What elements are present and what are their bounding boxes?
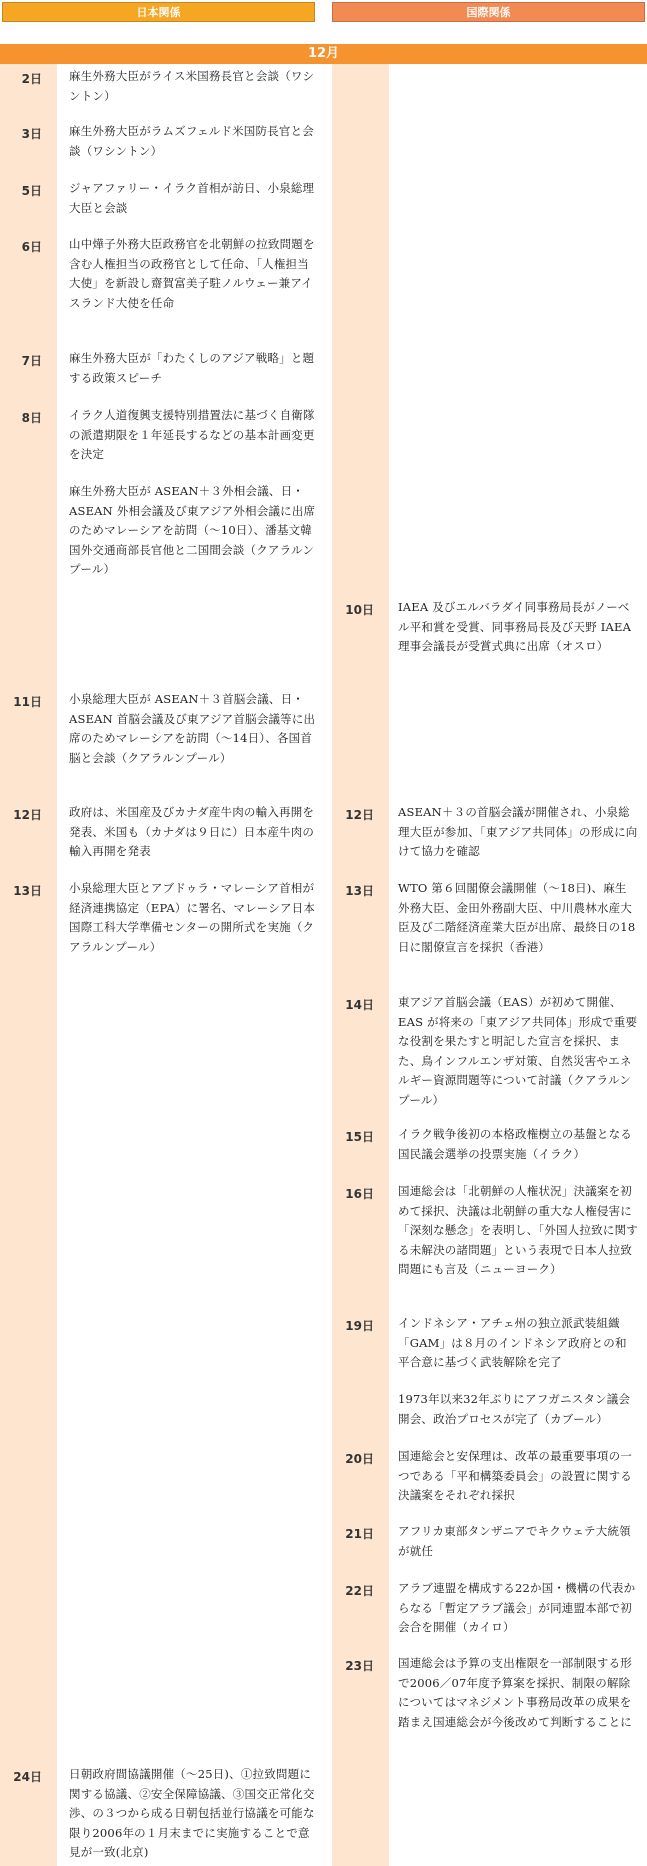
japan-entry-date: 7日 (21, 354, 42, 368)
month-header: 12月 (0, 44, 647, 64)
japan-entry-text: 日朝政府間協議開催（～25日)、①拉致問題に関する協議、②安全保障協議、③国交正常化交渉、の３つから成る日朝包括並行協議を可能な限り2006年の１月末までに実施することで意見が一致(北京) (69, 1767, 315, 1859)
international-entry-date: 23日 (345, 1659, 374, 1673)
japan-entry-text: 政府は、米国産及びカナダ産牛肉の輸入再開を発表、米国も（カナダは９日に）日本産牛肉の輸入再開を発表 (69, 805, 315, 858)
international-entry-text: 1973年以来32年ぶりにアフガニスタン議会開会、政治プロセスが完了（カブール） (398, 1392, 631, 1426)
international-entry-text: 国連総会と安保理は、改革の最重要事項の一つである「平和構築委員会」の設置に関する決議案をそれぞれ採択 (398, 1449, 632, 1502)
tab-international[interactable]: 国際関係 (332, 2, 645, 22)
japan-entry-text: イラク人道復興支援特別措置法に基づく自衛隊の派遣期限を１年延長するなどの基本計画変更を決定 (69, 408, 315, 461)
japan-entry-date: 5日 (21, 184, 42, 198)
international-entry-date: 22日 (345, 1584, 374, 1598)
japan-entry-text: 小泉総理大臣が ASEAN＋３首脳会議、日・ASEAN 首脳会議及び東アジア首脳会議等に出席のためマレーシアを訪問（～14日）、各国首脳と会談（クアラルンプール） (69, 692, 316, 765)
japan-entry-date: 2日 (21, 72, 42, 86)
international-entry-date: 16日 (345, 1187, 374, 1201)
tab-japan[interactable]: 日本関係 (2, 2, 315, 22)
international-entry-text: WTO 第６回閣僚会議開催（～18日)、麻生外務大臣、金田外務副大臣、中川農林水産大臣及び二階経済産業大臣が出席、最終日の18日に閣僚宣言を採択（香港） (398, 881, 636, 954)
japan-entry-text: 山中燁子外務大臣政務官を北朝鮮の拉致問題を含む人権担当の政務官として任命、「人権担当大使」を新設し齋賀富美子駐ノルウェー兼アイスランド大使を任命 (69, 237, 315, 310)
japan-entry-date: 24日 (13, 1770, 42, 1784)
international-entry-date: 15日 (345, 1130, 374, 1144)
japan-entry-text: ジャアファリー・イラク首相が訪日、小泉総理大臣と会談 (69, 181, 315, 215)
international-entry-text: 東アジア首脳会議（EAS）が初めて開催、EAS が将来の「東アジア共同体」形成で重要な役割を果たすと明記した宣言を採択、また、鳥インフルエンザ対策、自然災害やエネルギー資源問題等について討議（クアラルンプール） (398, 995, 638, 1107)
international-entry-date: 21日 (345, 1527, 374, 1541)
international-entry-text: イラク戦争後初の本格政権樹立の基盤となる国民議会選挙の投票実施（イラク） (398, 1127, 632, 1161)
international-entry-date: 12日 (345, 808, 374, 822)
international-entry-date: 20日 (345, 1452, 374, 1466)
international-entry-text: アラブ連盟を構成する22か国・機構の代表からなる「暫定アラブ議会」が同連盟本部で初会合を開催（カイロ） (398, 1581, 636, 1634)
international-entry-text: IAEA 及びエルバラダイ同事務局長がノーベル平和賞を受賞、同事務局長及び天野 IAEA 理事会議長が受賞式典に出席（オスロ） (398, 600, 632, 653)
international-entry-text: アフリカ東部タンザニアでキクウェテ大統領が就任 (398, 1524, 631, 1558)
japan-entry-text: 麻生外務大臣が ASEAN＋３外相会議、日・ASEAN 外相会議及び東アジア外相会議に出席のためマレーシアを訪問（～10日）、潘基文韓国外交通商部長官他と二国間会談（クアラルンプール） (69, 484, 316, 576)
international-entry-text: ASEAN＋３の首脳会議が開催され、小泉総理大臣が参加、「東アジア共同体」の形成に向けて協力を確認 (398, 805, 638, 858)
japan-entry-date: 6日 (21, 240, 42, 254)
japan-date-column (0, 64, 57, 1866)
international-entry-date: 13日 (345, 884, 374, 898)
japan-entry-text: 麻生外務大臣がライス米国務長官と会談（ワシントン） (69, 69, 315, 103)
international-entry-date: 10日 (345, 603, 374, 617)
international-entry-text: 国連総会は「北朝鮮の人権状況」決議案を初めて採択、決議は北朝鮮の重大な人権侵害に「深刻な懸念」を表明し、「外国人拉致に関する未解決の諸問題」という表現で日本人拉致問題にも言及（ニューヨーク） (398, 1184, 638, 1276)
japan-entry-date: 13日 (13, 884, 42, 898)
international-entry-text: インドネシア・アチェ州の独立派武装組織「GAM」は８月のインドネシア政府との和平合意に基づく武装解除を完了 (398, 1316, 627, 1369)
japan-entry-text: 麻生外務大臣が「わたくしのアジア戦略」と題する政策スピーチ (69, 351, 315, 385)
japan-entry-date: 12日 (13, 808, 42, 822)
japan-entry-date: 8日 (21, 411, 42, 425)
international-entry-date: 19日 (345, 1319, 374, 1333)
international-entry-date: 14日 (345, 998, 374, 1012)
international-entry-text: 国連総会は予算の支出権限を一部制限する形で2006／07年度予算案を採択、制限の解除についてはマネジメント事務局改革の成果を踏まえ国連総会が今後改めて判断することに (398, 1656, 632, 1729)
japan-entry-text: 小泉総理大臣とアブドゥラ・マレーシア首相が経済連携協定（EPA）に署名、マレーシア日本国際工科大学準備センターの開所式を実施（クアラルンプール） (69, 881, 316, 954)
japan-entry-date: 11日 (13, 695, 42, 709)
japan-entry-text: 麻生外務大臣がラムズフェルド米国防長官と会談（ワシントン） (69, 124, 315, 158)
japan-text-column (57, 64, 332, 1866)
japan-entry-date: 3日 (21, 127, 42, 141)
